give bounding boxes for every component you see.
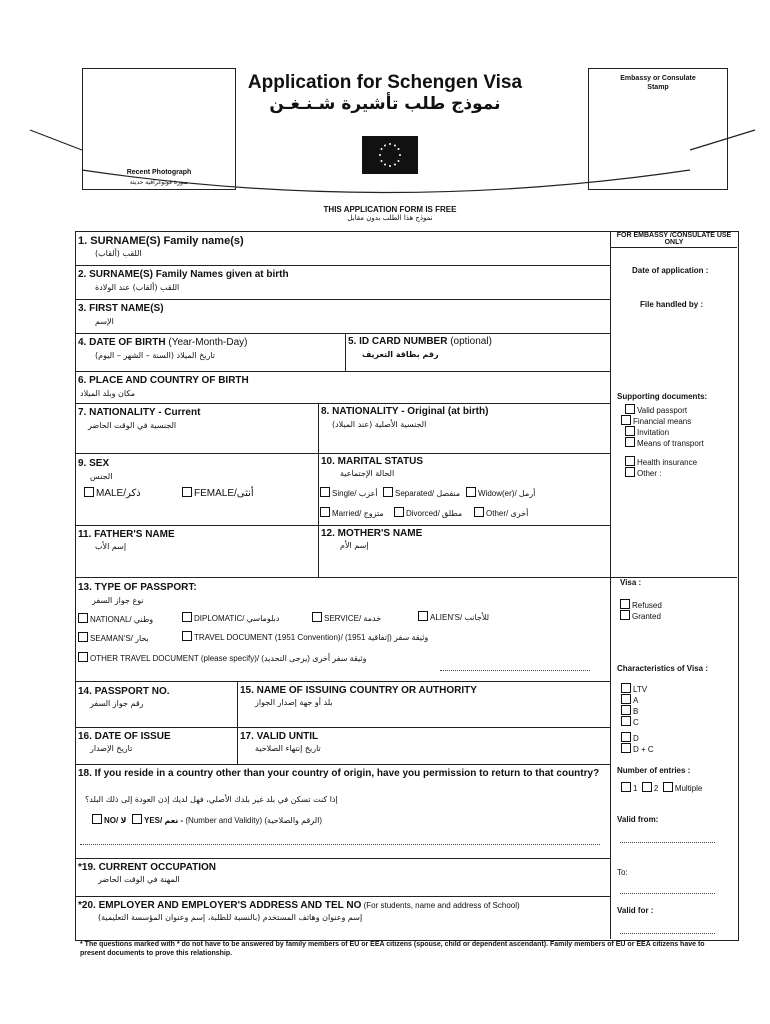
stamp-label: Embassy or Consulate Stamp: [620, 75, 696, 91]
other-travel-checkbox[interactable]: [78, 652, 88, 662]
supporting-documents-label: Supporting documents:: [617, 392, 708, 401]
page-title-ar: نموذج طلب تأشيرة شـنـغـن: [269, 94, 501, 114]
field-13-label-ar: نوع جواز السفر: [92, 596, 144, 605]
visa-granted[interactable]: Granted: [620, 610, 661, 621]
field-18-label-ar: إذا كنت تسكن في بلد غير بلدك الأصلي، فهل لديك إذن العودة إلى ذلك البلد؟: [85, 795, 338, 804]
eu-flag-icon: [362, 136, 418, 174]
char-checkbox[interactable]: [621, 732, 631, 742]
aliens-checkbox[interactable]: [418, 611, 428, 621]
female-checkbox[interactable]: [182, 487, 192, 497]
service-checkbox[interactable]: [312, 612, 322, 622]
field-20-label-ar: إسم وعنوان وهاتف المستخدم (بالنسبة للطلبة، إسم وعنوان المؤسسة التعليمية): [98, 913, 363, 922]
char-b[interactable]: B: [621, 705, 638, 716]
field-11-label-ar: إسم الأب: [95, 542, 127, 551]
file-handled-by-label: File handled by :: [640, 300, 704, 309]
entries-options: 1 2 Multiple: [621, 782, 702, 793]
field-7-label-ar: الجنسية في الوقت الحاضر: [88, 421, 177, 430]
field-12-label: 12. MOTHER'S NAME: [321, 528, 423, 539]
field-5-label: 5. ID CARD NUMBER (optional): [348, 336, 492, 347]
married-option[interactable]: Married/ متزوج: [320, 507, 384, 518]
field-17-label: 17. VALID UNTIL: [240, 731, 319, 742]
field-19-label: *19. CURRENT OCCUPATION: [78, 862, 216, 873]
field-3-label-ar: الإسم: [95, 317, 114, 326]
date-of-application-label: Date of application :: [632, 266, 709, 275]
characteristics-label: Characteristics of Visa :: [617, 664, 709, 673]
stamp-box: [588, 68, 728, 190]
widower-checkbox[interactable]: [466, 487, 476, 497]
field-17-label-ar: تاريخ إنتهاء الصلاحية: [255, 744, 321, 753]
field-1-label: 1. SURNAME(S) Family name(s): [78, 235, 244, 247]
field-6-label: 6. PLACE AND COUNTRY OF BIRTH: [78, 375, 249, 386]
doc-checkbox[interactable]: [625, 426, 635, 436]
field-14-label-ar: رقم جواز السفر: [90, 699, 144, 708]
field-9-label: 9. SEX: [78, 458, 110, 469]
char-ltv[interactable]: LTV: [621, 683, 647, 694]
passport-aliens-option[interactable]: ALIEN'S/ للأجانب: [418, 611, 489, 622]
male-checkbox[interactable]: [84, 487, 94, 497]
field-10-label-ar: الحالة الإجتماعية: [340, 469, 395, 478]
field-1-label-ar: اللقب (ألقاب): [95, 249, 142, 258]
field-3-label: 3. FIRST NAME(S): [78, 303, 164, 314]
permission-no-option[interactable]: NO/ لا: [92, 814, 126, 825]
field-15-label-ar: بلد أو جهة إصدار الجواز: [255, 698, 333, 707]
passport-other-option[interactable]: OTHER TRAVEL DOCUMENT (please specify)/ (وثيقة سفر أخرى (يرجى التحديد: [78, 652, 367, 663]
doc-checkbox[interactable]: [621, 415, 631, 425]
doc-checkbox[interactable]: [625, 437, 635, 447]
field-16-label-ar: تاريخ الإصدار: [90, 744, 133, 753]
travel-doc-checkbox[interactable]: [182, 631, 192, 641]
divorced-option[interactable]: Divorced/ مطلق: [394, 507, 462, 518]
passport-seamans-option[interactable]: SEAMAN'S/ بحار: [78, 632, 149, 643]
doc-health-insurance[interactable]: Health insurance: [625, 456, 697, 467]
field-20-label: *20. EMPLOYER AND EMPLOYER'S ADDRESS AND TEL NO (For students, name and address of School): [78, 900, 520, 911]
field-13-label: 13. TYPE OF PASSPORT:: [78, 582, 197, 593]
visa-label: Visa :: [620, 578, 642, 587]
doc-checkbox[interactable]: [625, 404, 635, 414]
passport-service-option[interactable]: SERVICE/ خدمة: [312, 612, 381, 623]
field-12-label-ar: إسم الأم: [340, 541, 369, 550]
female-option[interactable]: FEMALE/أنثى: [182, 487, 254, 499]
entries-multiple-checkbox[interactable]: [663, 782, 673, 792]
doc-checkbox[interactable]: [625, 467, 635, 477]
page-title: Application for Schengen Visa: [247, 72, 523, 93]
doc-invitation[interactable]: Invitation: [625, 426, 669, 437]
passport-national-option[interactable]: NATIONAL/ وطني: [78, 613, 153, 624]
char-d[interactable]: D: [621, 732, 639, 743]
char-a[interactable]: A: [621, 694, 638, 705]
divorced-checkbox[interactable]: [394, 507, 404, 517]
to-label: To:: [617, 868, 628, 877]
permission-yes-checkbox[interactable]: [132, 814, 142, 824]
field-10-label: 10. MARITAL STATUS: [321, 456, 424, 467]
male-option[interactable]: MALE/ذكر: [84, 487, 141, 499]
entries-label: Number of entries :: [617, 766, 691, 775]
visa-granted-checkbox[interactable]: [620, 610, 630, 620]
field-2-label-ar: اللقب (ألقاب) عند الولادة: [95, 283, 180, 292]
doc-valid-passport[interactable]: Valid passport: [625, 404, 687, 415]
field-8-label-ar: الجنسية الأصلية (عند الميلاد): [332, 420, 427, 429]
field-2-label: 2. SURNAME(S) Family Names given at birth: [78, 269, 289, 280]
doc-financial-means[interactable]: Financial means: [621, 415, 691, 426]
field-7-label: 7. NATIONALITY - Current: [78, 407, 201, 418]
field-6-label-ar: مكان وبلد الميلاد: [80, 389, 136, 398]
passport-travel-doc-option[interactable]: TRAVEL DOCUMENT (1951 Convention)/ (1951 وثيقة سفر (إتفاقية: [182, 631, 428, 642]
valid-for-label: Valid for :: [617, 906, 654, 915]
entries-2-checkbox[interactable]: [642, 782, 652, 792]
doc-means-of-transport[interactable]: Means of transport: [625, 437, 704, 448]
field-18-label: 18. If you reside in a country other than your country of origin, have you permission to return to that country?: [78, 768, 600, 779]
char-c[interactable]: C: [621, 716, 639, 727]
other-status-checkbox[interactable]: [474, 507, 484, 517]
char-checkbox[interactable]: [621, 683, 631, 693]
photo-label: Recent Photograph: [126, 169, 192, 176]
visa-refused-checkbox[interactable]: [620, 599, 630, 609]
char-checkbox[interactable]: [621, 716, 631, 726]
single-checkbox[interactable]: [320, 487, 330, 497]
single-option[interactable]: Single/ أعزب: [320, 487, 378, 498]
field-19-label-ar: المهنة في الوقت الحاضر: [98, 875, 180, 884]
national-checkbox[interactable]: [78, 613, 88, 623]
field-8-label: 8. NATIONALITY - Original (at birth): [321, 406, 489, 417]
visa-refused[interactable]: Refused: [620, 599, 662, 610]
char-checkbox[interactable]: [621, 705, 631, 715]
field-4-label-ar: تاريخ الميلاد (السنة – الشهر – اليوم): [95, 351, 216, 360]
free-notice-ar: نموذج هذا الطلب بدون مقابل: [347, 214, 433, 222]
doc-checkbox[interactable]: [625, 456, 635, 466]
photo-box: [82, 68, 236, 190]
entries-1-checkbox[interactable]: [621, 782, 631, 792]
seamans-checkbox[interactable]: [78, 632, 88, 642]
diplomatic-checkbox[interactable]: [182, 612, 192, 622]
valid-from-label: Valid from:: [617, 815, 659, 824]
char-checkbox[interactable]: [621, 743, 631, 753]
field-16-label: 16. DATE OF ISSUE: [78, 731, 171, 742]
photo-label-ar: صورة فوتوغرافية حديثة: [129, 179, 189, 186]
field-15-label: 15. NAME OF ISSUING COUNTRY OR AUTHORITY: [240, 685, 477, 696]
other-status-option[interactable]: Other/ أخرى: [474, 507, 528, 518]
free-notice: THIS APPLICATION FORM IS FREE: [323, 205, 457, 214]
field-5-label-ar: رقم بطاقة التعريف: [362, 350, 439, 359]
field-11-label: 11. FATHER'S NAME: [78, 529, 175, 540]
office-heading: FOR EMBASSY /CONSULATE USE ONLY: [611, 232, 737, 248]
permission-no-checkbox[interactable]: [92, 814, 102, 824]
field-14-label: 14. PASSPORT NO.: [78, 686, 170, 697]
passport-diplomatic-option[interactable]: DIPLOMATIC/ دبلوماسي: [182, 612, 279, 623]
widower-option[interactable]: Widow(er)/ أرمل: [466, 487, 535, 498]
separated-option[interactable]: Separated/ منفصل: [383, 487, 460, 498]
separated-checkbox[interactable]: [383, 487, 393, 497]
field-9-label-ar: الجنس: [90, 472, 113, 481]
char-d-c[interactable]: D + C: [621, 743, 654, 754]
footnote: * The questions marked with * do not have to be answered by family members of EU or EEA citizens (spouse, child or dependent ascendant). Family members of EU or EEA citizens have to present documents to prove this relationship.: [80, 941, 705, 957]
married-checkbox[interactable]: [320, 507, 330, 517]
char-checkbox[interactable]: [621, 694, 631, 704]
doc-other[interactable]: Other :: [625, 467, 661, 478]
field-4-label: 4. DATE OF BIRTH (Year-Month-Day): [78, 337, 248, 348]
permission-yes-option[interactable]: YES/ نعم - (Number and Validity) (الرقم والصلاحية): [132, 814, 322, 825]
